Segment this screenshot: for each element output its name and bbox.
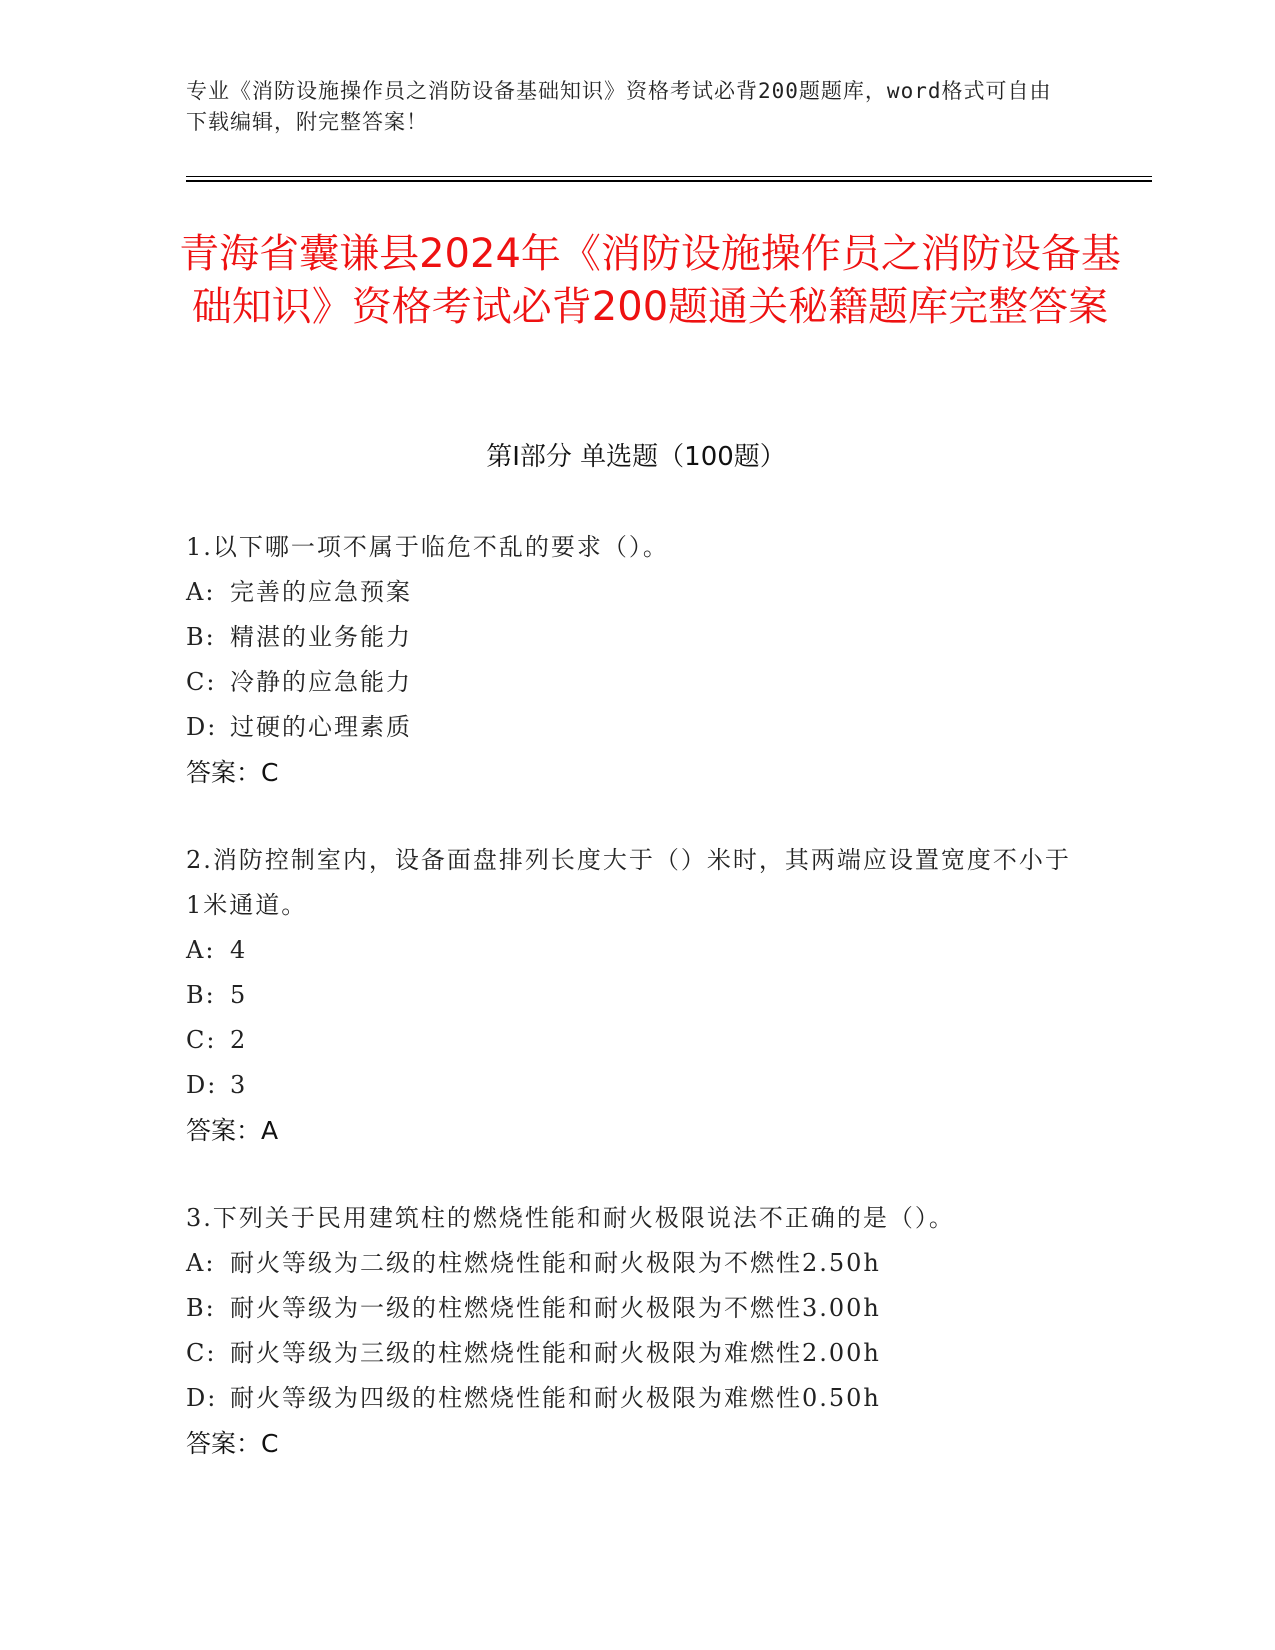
option-a bbox=[186, 928, 1086, 973]
section-title: 第Ⅰ部分 单选题（100题） bbox=[486, 442, 786, 472]
option-a bbox=[186, 1241, 1086, 1286]
header-divider-thin bbox=[186, 176, 1152, 177]
header-note: 专业《消防设施操作员之消防设备基础知识》资格考试必背200题题库，word格式可自由下载编辑，附完整答案！ bbox=[186, 79, 1052, 134]
option-text: 4 bbox=[230, 936, 248, 964]
option-letter: D: bbox=[186, 1384, 218, 1412]
option-text: 精湛的业务能力 bbox=[230, 623, 412, 651]
option-letter: D: bbox=[186, 1071, 218, 1099]
option-b bbox=[186, 973, 1086, 1018]
question-text: 2.消防控制室内，设备面盘排列长度大于（）米时，其两端应设置宽度不小于1米通道。 bbox=[186, 846, 1071, 919]
option-letter: A: bbox=[186, 578, 216, 606]
option-letter: C: bbox=[186, 1339, 217, 1367]
option-c bbox=[186, 1018, 1086, 1063]
answer-text: 答案：C bbox=[186, 1429, 279, 1458]
document-title: 青海省囊谦县2024年《消防设施操作员之消防设备基础知识》资格考试必背200题通关秘籍题库完整答案 bbox=[179, 231, 1121, 330]
question-item bbox=[186, 1196, 1086, 1466]
option-letter: A: bbox=[186, 1249, 216, 1277]
option-d bbox=[186, 1376, 1086, 1421]
option-text: 耐火等级为四级的柱燃烧性能和耐火极限为难燃性0.50h bbox=[230, 1384, 881, 1412]
question-item bbox=[186, 838, 1086, 1153]
header-divider-thick bbox=[186, 180, 1152, 182]
option-letter: B: bbox=[186, 981, 216, 1009]
option-text: 5 bbox=[230, 981, 248, 1009]
option-text: 过硬的心理素质 bbox=[230, 713, 412, 741]
option-d bbox=[186, 1063, 1086, 1108]
option-c bbox=[186, 1331, 1086, 1376]
option-letter: B: bbox=[186, 1294, 216, 1322]
answer-text: 答案：C bbox=[186, 758, 279, 787]
option-b bbox=[186, 1286, 1086, 1331]
option-text: 耐火等级为三级的柱燃烧性能和耐火极限为难燃性2.00h bbox=[230, 1339, 881, 1367]
answer-text: 答案：A bbox=[186, 1116, 279, 1145]
option-text: 耐火等级为二级的柱燃烧性能和耐火极限为不燃性2.50h bbox=[230, 1249, 881, 1277]
question-list bbox=[186, 525, 1086, 1509]
question-item bbox=[186, 525, 1086, 795]
option-d bbox=[186, 705, 1086, 750]
option-text: 完善的应急预案 bbox=[230, 578, 412, 606]
option-letter: C: bbox=[186, 1026, 217, 1054]
option-text: 冷静的应急能力 bbox=[230, 668, 412, 696]
question-text: 1.以下哪一项不属于临危不乱的要求（）。 bbox=[186, 533, 669, 561]
option-a bbox=[186, 570, 1086, 615]
question-text: 3.下列关于民用建筑柱的燃烧性能和耐火极限说法不正确的是（）。 bbox=[186, 1204, 955, 1232]
option-letter: B: bbox=[186, 623, 216, 651]
option-letter: C: bbox=[186, 668, 217, 696]
option-letter: A: bbox=[186, 936, 216, 964]
option-c bbox=[186, 660, 1086, 705]
option-b bbox=[186, 615, 1086, 660]
option-text: 2 bbox=[230, 1026, 248, 1054]
option-text: 耐火等级为一级的柱燃烧性能和耐火极限为不燃性3.00h bbox=[230, 1294, 881, 1322]
option-letter: D: bbox=[186, 713, 218, 741]
option-text: 3 bbox=[230, 1071, 248, 1099]
